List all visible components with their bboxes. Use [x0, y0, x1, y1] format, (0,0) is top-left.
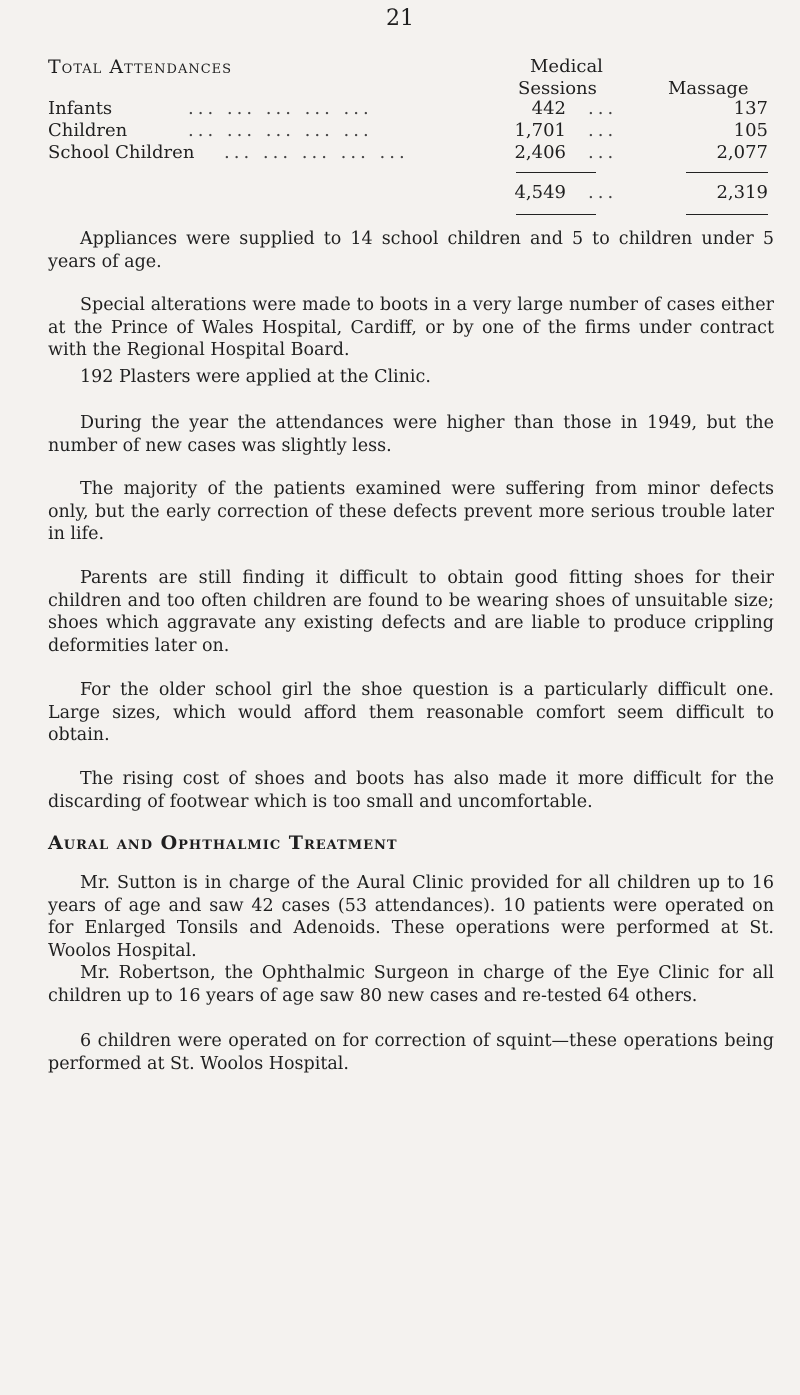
paragraph: Appliances were supplied to 14 school children and 5 to children under 5 years of age.	[48, 229, 774, 272]
row-label: Children	[48, 120, 128, 141]
massage-value: 105	[733, 120, 768, 141]
table-row	[48, 98, 768, 120]
paragraph: Parents are still finding it difficult to obtain good fitting shoes for their children and too often children are found to be wearing shoes of unsuitable size; shoes which aggravate any existing defects and are liable to produce crippling deformities later on.	[48, 568, 774, 656]
paragraph: 6 children were operated on for correction of squint—these operations being performed at St. Woolos Hospital.	[48, 1031, 774, 1074]
paragraph: During the year the attendances were higher than those in 1949, but the number of new cases was slightly less.	[48, 413, 774, 456]
table-total-row	[48, 182, 768, 204]
col-header-massage: Massage	[668, 78, 749, 99]
sum-rule	[686, 172, 768, 173]
table-row	[48, 142, 768, 164]
leader-dots: ... ... ... ... ...	[188, 120, 373, 141]
page-number: 21	[386, 6, 414, 31]
paragraph: Special alterations were made to boots in a very large number of cases either at the Prince of Wales Hospital, Cardiff, or by one of the firms under contract with the Regional Hospital Board.	[48, 295, 774, 360]
sum-rule	[516, 172, 596, 173]
leader-dots: ...	[588, 182, 618, 203]
section-heading: Aural and Ophthalmic Treatment	[48, 832, 398, 854]
paragraph: Mr. Sutton is in charge of the Aural Clinic provided for all children up to 16 years of age and saw 42 cases (53 attendances). 10 patients were operated on for Enlarged Tonsils and Adenoids. These operations were performed at St. Woolos Hospital.	[48, 873, 774, 961]
sessions-value: 442	[531, 98, 566, 119]
paragraph: The rising cost of shoes and boots has also made it more difficult for the discarding of footwear which is too small and uncomfortable.	[48, 769, 774, 812]
row-label: Infants	[48, 98, 113, 119]
paragraph: The majority of the patients examined were suffering from minor defects only, but the early correction of these defects prevent more serious trouble later in life.	[48, 479, 774, 544]
paragraph: For the older school girl the shoe question is a particularly difficult one. Large sizes, which would afford them reasonable comfort seem difficult to obtain.	[48, 680, 774, 745]
leader-dots: ...	[588, 120, 618, 141]
col-header-medical: Medical	[530, 56, 603, 77]
col-header-sessions: Sessions	[518, 78, 597, 99]
massage-value: 2,077	[716, 142, 768, 163]
paragraph: Mr. Robertson, the Ophthalmic Surgeon in charge of the Eye Clinic for all children up to 16 years of age saw 80 new cases and re-tested 64 others.	[48, 963, 774, 1006]
paragraph: 192 Plasters were applied at the Clinic.	[80, 367, 431, 387]
leader-dots: ...	[588, 98, 618, 119]
sessions-value: 1,701	[514, 120, 566, 141]
leader-dots: ... ... ... ... ...	[224, 142, 409, 163]
table-heading: Total Attendances	[48, 56, 233, 78]
row-label: School Children	[48, 142, 195, 163]
massage-value: 137	[733, 98, 768, 119]
sessions-value: 2,406	[514, 142, 566, 163]
sessions-total: 4,549	[514, 182, 566, 203]
total-rule	[516, 214, 596, 215]
leader-dots: ...	[588, 142, 618, 163]
table-row	[48, 120, 768, 142]
total-rule	[686, 214, 768, 215]
massage-total: 2,319	[716, 182, 768, 203]
leader-dots: ... ... ... ... ...	[188, 98, 373, 119]
